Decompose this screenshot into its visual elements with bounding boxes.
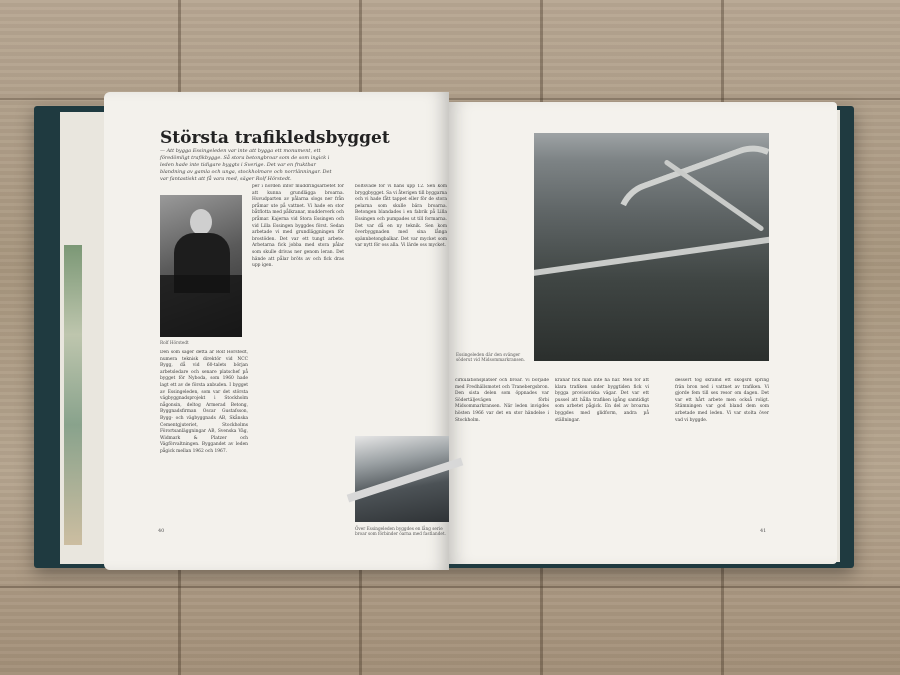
bridge-caption: Över Essingeleden byggdes en lång serie broar som förbinder öarna med fastlandet. — [355, 526, 446, 536]
left-column-3: boltsvade för vi hans upp 12. Sen kom bryggbygget. Sa vi återigen till byggarna och vi hade fått tappet eller för de stora pelarna som skulle bära broarna. Betongen blandades i en fabrik på Lilla Essingen och pumpades ut till formarna. Det var då en ny teknik. Sen kom överbyggnaden med sina långa spännbetongbalkar. Det var mycket som var nytt för oss alla. Vi lärde oss mycket. — [355, 184, 447, 249]
page-number-left: 40 — [158, 528, 165, 534]
portrait-caption: Rolf Hörstedt — [160, 340, 189, 345]
page-title: Största trafikledsbygget — [160, 128, 390, 148]
left-column-1: Den som säger detta är Rolf Hörstedt, numera teknisk direktör vid NCC Bygg, då vid 60-talets början arbetsledare och senare platschef på bygget för Nyboda, som 1960 hade lagt ett av de första anbuden. I bygget av Essingeleden, som var det största vägbyggnadsprojekt i Stockholm någonsin, deltog Armerad Betong, Byggnadsfirman Oscar Gustafsson, Bygg- och vägbyggnads AB, Skånska Cementgjuteriet, Stockholms Förortsanläggningar AB, Svenska Väg, Widmark & Platzer och Vägförvaltningen. Byggandet av leden pågick mellan 1962 och 1967. — [160, 350, 248, 454]
right-column-3: dessert tog skrämd ett skogsrd spring frän bron ned i vattnet av trafiken. Vi gjorde fem till sex resor om dagen. Det var ett hårt arbete men också roligt. Stämningen var god bland dem som arbetade med leden. Vi var stolta över vad vi byggde. — [675, 378, 769, 423]
right-column-1: cirkulationsplatser och broar. Vi började med Fredhällsmotet och Tranebergsbron. Den sista delen som öppnades var Södertäljevägen förbi Midsommarkransen. När leden invigdes hösten 1966 var det en stor händelse i Stockholm. — [455, 378, 549, 423]
right-column-2: kranar fick man inte ha här. Men för att klara trafiken under byggtiden fick vi bygga provisoriska vägar. Det var ett pussel att hålla trafiken igång samtidigt som arbetet pågick. En del av broarna byggdes med glidform, andra på ställningar. — [555, 378, 649, 423]
intro-text: — Att bygga Essingeleden var inte att bygga ett monument, ett föredömligt trafikbygge. Så stora betongbroar som de som ingick i leden hade inte tidigare byggts i Sverige. Det var en fruktbar blandning av gamla och unga, stockholmare och norrlänningar. Det var fantastiskt att få vara med, säger Rolf Hörstedt. — [160, 148, 332, 182]
portrait-car — [160, 275, 242, 337]
bridge-photo — [355, 436, 449, 522]
aerial-caption: Essingeleden där den svänger söderut vid Midsommarkransen. — [456, 352, 526, 362]
bridge-road — [347, 458, 464, 503]
portrait-photo — [160, 195, 242, 337]
page-number-right: 41 — [760, 528, 767, 534]
left-column-2: per i norden inför muddringsarbetet för att kunna grundlägga broarna. Huvudparten av pålarna slogs ner från pråmar ute på vattnet. Vi hade en stor båtflotta med pålkranar, mudderverk och pråmar. Kajerna vid Stora Essingen och vid Lilla Essingen byggdes först. Sedan arbetade vi med grundläggningen för brostöden. Det var ett tungt arbete. Arbetarna fick jobba med stora pålar som skulle drivas ner genom leran. Det hände att pålar bröts av och fick dras upp igen. — [252, 184, 344, 269]
map-edge-strip — [64, 245, 82, 545]
aerial-highway-photo — [534, 133, 769, 361]
portrait-face — [190, 209, 212, 235]
